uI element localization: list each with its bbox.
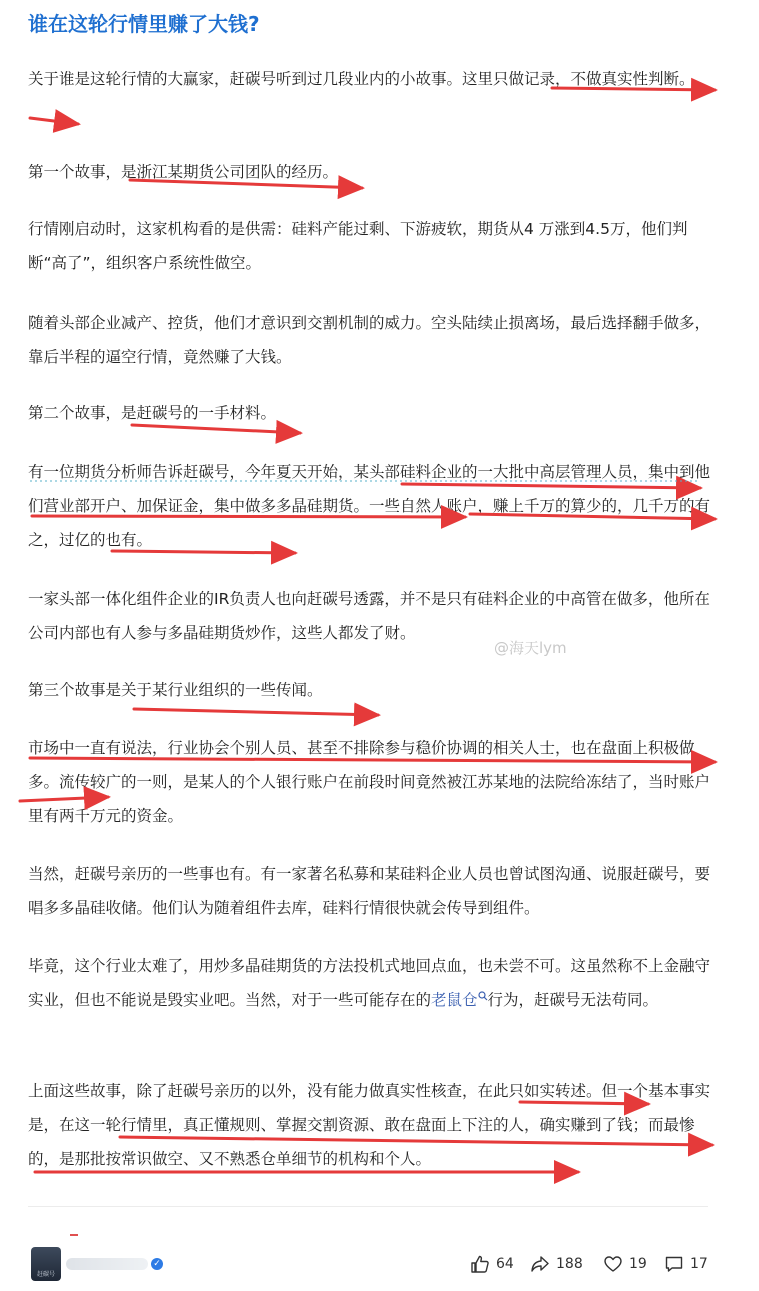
watermark: @海天lym bbox=[494, 639, 567, 657]
divider bbox=[28, 1206, 708, 1207]
like-count: 64 bbox=[496, 1256, 514, 1272]
red-mark bbox=[70, 1234, 78, 1236]
paragraph-7: 一家头部一体化组件企业的IR负责人也向赶碳号透露，并不是只有硅料企业的中高管在做多，他所在公司内部也有人参与多晶硅期货炒作，这些人都发了财。 bbox=[28, 590, 710, 642]
favorite-count: 19 bbox=[629, 1256, 647, 1272]
topic-link-text: 老鼠仓 bbox=[431, 991, 478, 1009]
arrow bbox=[134, 709, 378, 715]
paragraph-1: 关于谁是这轮行情的大赢家，赶碳号听到过几段业内的小故事。这里只做记录，不做真实性判断。 bbox=[28, 70, 695, 88]
paragraph-5: 第二个故事，是赶碳号的一手材料。 bbox=[28, 404, 277, 422]
paragraph-12: 上面这些故事，除了赶碳号亲历的以外，没有能力做真实性核查，在此只如实转述。但一个基本事实是，在这一轮行情里，真正懂规则、掌握交割资源、敢在盘面上下注的人，确实赚到了钱；而最惨的，是那批按常识做空、又不熟悉仓单细节的机构和个人。 bbox=[28, 1082, 711, 1168]
arrow bbox=[30, 118, 78, 124]
username-blurred[interactable] bbox=[66, 1258, 148, 1270]
article-title: 谁在这轮行情里赚了大钱? bbox=[28, 12, 260, 36]
comment-count: 17 bbox=[690, 1256, 708, 1272]
like-icon bbox=[470, 1254, 490, 1274]
share-icon bbox=[530, 1254, 550, 1274]
comment-icon bbox=[664, 1254, 684, 1274]
comment-button[interactable] bbox=[664, 1254, 708, 1274]
paragraph-6: 有一位期货分析师告诉赶碳号，今年夏天开始，某头部硅料企业的一大批中高层管理人员，集中到他们营业部开户、加保证金，集中做多多晶硅期货。一些自然人账户，赚上千万的算少的，几千万的有之，过亿的也有。 bbox=[28, 463, 711, 549]
verified-icon: ✓ bbox=[151, 1258, 163, 1270]
favorite-button[interactable] bbox=[603, 1254, 647, 1274]
paragraph-2: 第一个故事，是浙江某期货公司团队的经历。 bbox=[28, 163, 339, 181]
topic-link[interactable] bbox=[431, 991, 488, 1009]
paragraph-11 bbox=[28, 949, 718, 1017]
like-button[interactable] bbox=[470, 1254, 514, 1274]
paragraph-4: 随着头部企业减产、控货，他们才意识到交割机制的威力。空头陆续止损离场，最后选择翻手做多，靠后半程的逼空行情，竟然赚了大钱。 bbox=[28, 314, 711, 366]
share-count: 188 bbox=[556, 1256, 583, 1272]
post-footer bbox=[0, 1230, 759, 1290]
avatar-label: 赶碳号 bbox=[36, 1271, 55, 1278]
heart-icon bbox=[603, 1254, 623, 1274]
paragraph-11-text-after: 行为，赶碳号无法苟同。 bbox=[487, 991, 659, 1009]
paragraph-3: 行情刚启动时，这家机构看的是供需：硅料产能过剩、下游疲软，期货从4 万涨到4.5万，他们判断“高了”，组织客户系统性做空。 bbox=[28, 220, 688, 272]
paragraph-11-text-before: 毕竟，这个行业太难了，用炒多晶硅期货的方法投机式地回点血，也未尝不可。这虽然称不上金融守实业，但也不能说是毁实业吧。当然，对于一些可能存在的 bbox=[28, 957, 711, 1009]
paragraph-10: 当然，赶碳号亲历的一些事也有。有一家著名私募和某硅料企业人员也曾试图沟通、说服赶碳号，要唱多多晶硅收储。他们认为随着组件去库，硅料行情很快就会传导到组件。 bbox=[28, 865, 711, 917]
share-button[interactable] bbox=[530, 1254, 583, 1274]
paragraph-8: 第三个故事是关于某行业组织的一些传闻。 bbox=[28, 681, 323, 699]
search-icon bbox=[478, 991, 488, 1001]
avatar[interactable] bbox=[31, 1247, 61, 1281]
paragraph-9: 市场中一直有说法，行业协会个别人员、甚至不排除参与稳价协调的相关人士，也在盘面上积极做多。流传较广的一则，是某人的个人银行账户在前段时间竟然被江苏某地的法院给冻结了，当时账户里有两千万元的资金。 bbox=[28, 739, 711, 825]
